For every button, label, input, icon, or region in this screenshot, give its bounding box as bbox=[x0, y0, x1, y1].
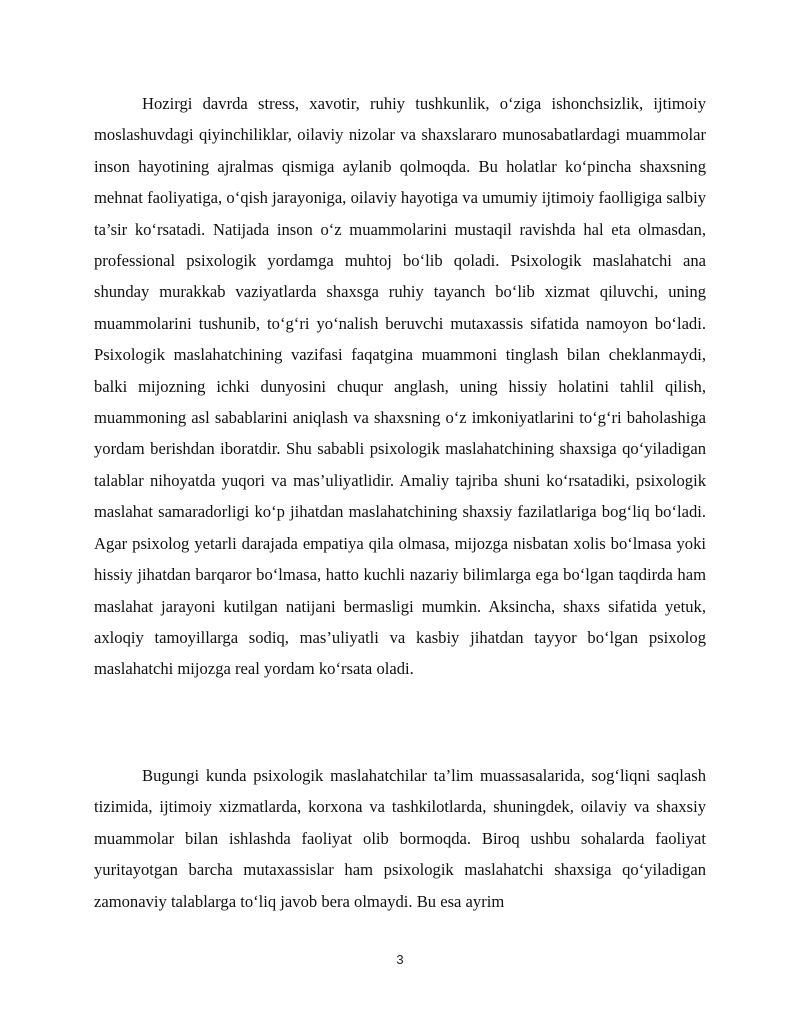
body-text-block-2 bbox=[94, 760, 706, 917]
page-number: 3 bbox=[396, 952, 404, 967]
paragraph-1: Hozirgi davrda stress, xavotir, ruhiy tushkunlik, o‘ziga ishonchsizlik, ijtimoiy moslashuvdagi qiyinchiliklar, oilaviy nizolar va shaxslararo munosabatlardagi muammolar inson hayotining ajralmas qismiga aylanib qolmoqda. Bu holatlar ko‘pincha shaxsning mehnat faoliyatiga, o‘qish jarayoniga, oilaviy hayotiga va umumiy ijtimoiy faolligiga salbiy ta’sir ko‘rsatadi. Natijada inson o‘z muammolarini mustaqil ravishda hal eta olmasdan, professional psixologik yordamga muhtoj bo‘lib qoladi. Psixologik maslahatchi ana shunday murakkab vaziyatlarda shaxsga ruhiy tayanch bo‘lib xizmat qiluvchi, uning muammolarini tushunib, to‘g‘ri yo‘nalish beruvchi mutaxassis sifatida namoyon bo‘ladi. Psixologik maslahatchining vazifasi faqatgina muammoni tinglash bilan cheklanmaydi, balki mijozning ichki dunyosini chuqur anglash, uning hissiy holatini tahlil qilish, muammoning asl sabablarini aniqlash va shaxsning o‘z imkoniyatlarini to‘g‘ri baholashiga yordam berishdan iboratdir. Shu sababli psixologik maslahatchining shaxsiga qo‘yiladigan talablar nihoyatda yuqori va mas’uliyatlidir. Amaliy tajriba shuni ko‘rsatadiki, psixologik maslahat samaradorligi ko‘p jihatdan maslahatchining shaxsiy fazilatlariga bog‘liq bo‘ladi. Agar psixolog yetarli darajada empatiya qila olmasa, mijozga nisbatan xolis bo‘lmasa yoki hissiy jihatdan barqaror bo‘lmasa, hatto kuchli nazariy bilimlarga ega bo‘lgan taqdirda ham maslahat jarayoni kutilgan natijani bermasligi mumkin. Aksincha, shaxs sifatida yetuk, axloqiy tamoyillarga sodiq, mas’uliyatli va kasbiy jihatdan tayyor bo‘lgan psixolog maslahatchi mijozga real yordam ko‘rsata oladi. bbox=[94, 94, 706, 679]
paragraph-2: Bugungi kunda psixologik maslahatchilar ta’lim muassasalarida, sog‘liqni saqlash tizimida, ijtimoiy xizmatlarda, korxona va tashkilotlarda, shuningdek, oilaviy va shaxsiy muammolar bilan ishlashda faoliyat olib bormoqda. Biroq ushbu sohalarda faoliyat yuritayotgan barcha mutaxassislar ham psixologik maslahatchi shaxsiga qo‘yiladigan zamonaviy talablarga to‘liq javob bera olmaydi. Bu esa ayrim bbox=[94, 766, 706, 911]
body-text-block-1 bbox=[94, 88, 706, 685]
